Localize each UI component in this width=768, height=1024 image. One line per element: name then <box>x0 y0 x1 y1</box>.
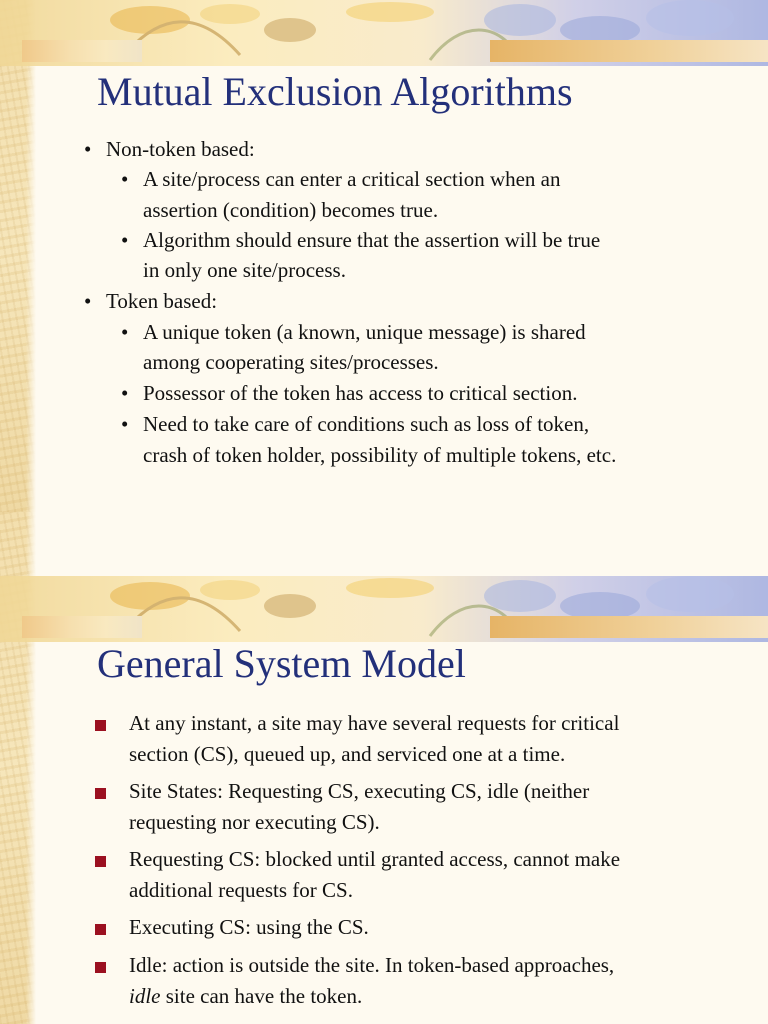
bullet-dot-icon: • <box>84 137 92 161</box>
slide-title: General System Model <box>97 641 466 686</box>
slide-body <box>0 512 768 1024</box>
list-item-continuation: additional requests for CS. <box>129 878 353 902</box>
list-item: Site States: Requesting CS, executing CS, idle (neither <box>129 779 590 803</box>
bullet-dot-icon: • <box>121 412 129 436</box>
list-item: Executing CS: using the CS. <box>129 915 369 939</box>
square-bullet-icon <box>95 962 106 973</box>
list-item: • Possessor of the token has access to critical section. <box>121 378 577 408</box>
list-item: • Token based: <box>84 286 217 316</box>
bullet-dot-icon: • <box>121 167 129 191</box>
slide-title: Mutual Exclusion Algorithms <box>97 69 573 114</box>
list-item: • Need to take care of conditions such as loss of token, <box>121 409 589 439</box>
list-item-continuation: idle site can have the token. <box>129 984 363 1008</box>
bullet-dot-icon: • <box>121 320 129 344</box>
list-item-continuation: in only one site/process. <box>143 258 346 282</box>
list-item: Idle: action is outside the site. In token-based approaches, <box>129 953 615 977</box>
list-item: At any instant, a site may have several requests for critical <box>129 711 620 735</box>
bullet-dot-icon: • <box>121 381 129 405</box>
square-bullet-icon <box>95 856 106 867</box>
italic-term: idle <box>129 984 161 1008</box>
list-item-continuation: crash of token holder, possibility of multiple tokens, etc. <box>143 443 617 467</box>
square-bullet-icon <box>95 720 106 731</box>
bullet-dot-icon: • <box>84 289 92 313</box>
bullet-dot-icon: • <box>121 228 129 252</box>
list-item: • Algorithm should ensure that the assertion will be true <box>121 225 600 255</box>
list-item-continuation: requesting nor executing CS). <box>129 810 380 834</box>
list-item: • Non-token based: <box>84 134 255 164</box>
square-bullet-icon <box>95 924 106 935</box>
list-item: • A unique token (a known, unique message) is shared <box>121 317 586 347</box>
list-item-continuation: section (CS), queued up, and serviced one at a time. <box>129 742 566 766</box>
list-item-continuation: among cooperating sites/processes. <box>143 350 439 374</box>
list-item-continuation: assertion (condition) becomes true. <box>143 198 439 222</box>
list-item: Requesting CS: blocked until granted access, cannot make <box>129 847 621 871</box>
list-item: • A site/process can enter a critical section when an <box>121 164 561 194</box>
slide-2 <box>0 512 768 1024</box>
square-bullet-icon <box>95 788 106 799</box>
